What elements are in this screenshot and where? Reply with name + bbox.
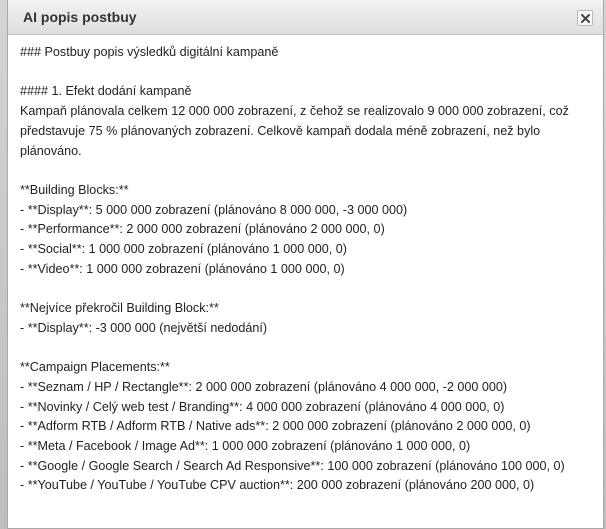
top-block-heading: **Nejvíce překročil Building Block:**: [20, 301, 219, 316]
building-blocks-heading: **Building Blocks:**: [20, 182, 129, 197]
section-heading-delivery: #### 1. Efekt dodání kampaně: [20, 84, 192, 99]
content-blank-line: [20, 161, 591, 181]
dialog-content: [8, 35, 603, 496]
building-block-item: - **Social**: 1 000 000 zobrazení (plánováno 1 000 000, 0): [20, 242, 347, 256]
placement-item: - **Novinky / Celý web test / Branding**: 4 000 000 zobrazení (plánováno 4 000 000, 0): [20, 399, 505, 414]
building-block-item: - **Performance**: 2 000 000 zobrazení (plánováno 2 000 000, 0): [20, 222, 385, 237]
building-block-item: - **Display**: 5 000 000 zobrazení (plánováno 8 000 000, -3 000 000): [20, 202, 408, 217]
top-block-item: - **Display**: -3 000 000 (největší nedodání): [20, 320, 268, 335]
placement-item: - **Adform RTB / Adform RTB / Native ads**: 2 000 000 zobrazení (plánováno 2 000 000, 0): [20, 419, 531, 434]
building-block-item: - **Video**: 1 000 000 zobrazení (plánováno 1 000 000, 0): [20, 261, 345, 276]
placement-item: - **Meta / Facebook / Image Ad**: 1 000 000 zobrazení (plánováno 1 000 000, 0): [20, 439, 471, 453]
placement-item: - **Seznam / HP / Rectangle**: 2 000 000 zobrazení (plánováno 4 000 000, -2 000 000): [20, 379, 508, 394]
ai-postbuy-dialog: [7, 0, 604, 529]
dialog-title: AI popis postbuy: [23, 9, 137, 25]
content-blank-line: [20, 63, 591, 83]
close-button[interactable]: [577, 10, 593, 26]
delivery-summary: Kampaň plánovala celkem 12 000 000 zobrazení, z čehož se realizovalo 9 000 000 zobrazení, což představuje 75 % plánovaných zobrazení. Celkově kampaň dodala méně zobrazení, než bylo plánováno.: [20, 104, 573, 158]
content-blank-line: [20, 279, 591, 299]
dialog-titlebar: [8, 0, 603, 35]
content-blank-line: [20, 339, 591, 359]
placement-item: - **YouTube / YouTube / YouTube CPV auction**: 200 000 zobrazení (plánováno 200 000, 0): [20, 478, 535, 493]
content-heading: ### Postbuy popis výsledků digitální kampaně: [20, 45, 279, 59]
close-icon: [581, 14, 590, 23]
placements-heading: **Campaign Placements:**: [20, 360, 170, 375]
placement-item: - **Google / Google Search / Search Ad Responsive**: 100 000 zobrazení (plánováno 100 000, 0): [20, 458, 565, 473]
